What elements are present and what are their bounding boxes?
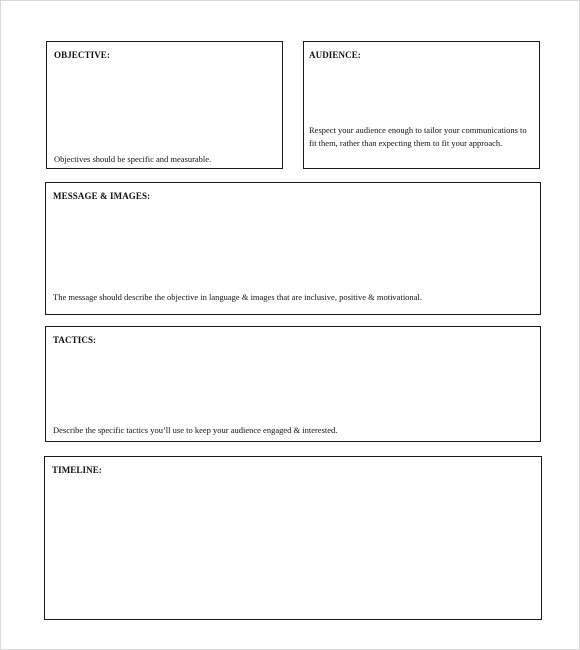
tactics-box[interactable] xyxy=(45,326,541,442)
tactics-title: TACTICS: xyxy=(53,335,97,345)
timeline-title: TIMELINE: xyxy=(52,465,102,475)
message-images-title: MESSAGE & IMAGES: xyxy=(53,191,151,201)
audience-title: AUDIENCE: xyxy=(309,50,361,60)
objective-box[interactable] xyxy=(46,41,283,169)
audience-box[interactable] xyxy=(303,41,540,169)
audience-description: Respect your audience enough to tailor your communications to fit them, rather than expecting them to fit your approach. xyxy=(309,125,527,148)
message-images-box[interactable] xyxy=(45,182,541,315)
objective-title: OBJECTIVE: xyxy=(54,50,111,60)
timeline-box[interactable] xyxy=(44,456,542,620)
objective-description: Objectives should be specific and measurable. xyxy=(54,154,212,164)
tactics-description: Describe the specific tactics you’ll use to keep your audience engaged & interested. xyxy=(53,425,338,435)
message-images-description: The message should describe the objective in language & images that are inclusive, positive & motivational. xyxy=(53,292,422,302)
